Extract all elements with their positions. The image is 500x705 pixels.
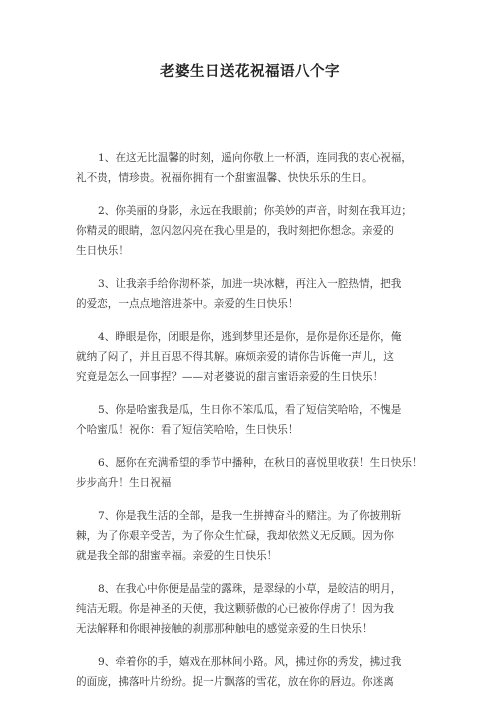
paragraph-line: 的面庞，拂落叶片纷纷。捉一片飘落的雪花，放在你的唇边。你迷离 xyxy=(76,676,394,688)
paragraph-line: 生日快乐！ xyxy=(76,245,129,257)
paragraph-line: 3、让我亲手给你沏杯茶，加进一块冰糖，再注入一腔热情，把我 xyxy=(98,278,402,290)
paragraph-line: 9、牵着你的手，嬉戏在那林间小路。风，拂过你的秀发，拂过我 xyxy=(98,656,402,668)
paragraph-line: 礼不贵，情珍贵。祝福你拥有一个甜蜜温馨、快快乐乐的生日。 xyxy=(76,172,373,184)
paragraph-line: 棘，为了你艰辛受苦，为了你众生忙碌，我却依然义无反顾。因为你 xyxy=(76,530,394,542)
paragraph-line: 就是我全部的甜蜜幸福。亲爱的生日快乐！ xyxy=(76,550,278,562)
paragraph-3 xyxy=(76,274,436,314)
paragraph-9 xyxy=(76,652,436,692)
paragraph-line: 6、愿你在充满希望的季节中播种，在秋日的喜悦里收获！生日快乐！ xyxy=(98,457,423,469)
paragraph-5 xyxy=(76,400,436,440)
paragraph-4 xyxy=(76,327,436,387)
paragraph-line: 2、你美丽的身影，永远在我眼前；你美妙的声音，时刻在我耳边； xyxy=(98,205,412,217)
paragraph-1 xyxy=(76,148,436,188)
paragraph-line: 的爱恋，一点点地溶进茶中。亲爱的生日快乐！ xyxy=(76,298,299,310)
paragraph-7 xyxy=(76,506,436,566)
paragraph-line: 5、你是哈蜜我是瓜，生日你不笨瓜瓜，看了短信笑哈哈，不愧是 xyxy=(98,404,402,416)
paragraph-line: 无法解释和你眼神接触的刹那那种触电的感觉亲爱的生日快乐！ xyxy=(76,623,373,635)
document-body xyxy=(76,148,436,705)
paragraph-line: 就纳了闷了，并且百思不得其解。麻烦亲爱的请你告诉俺一声儿，这 xyxy=(76,351,394,363)
paragraph-line: 1、在这无比温馨的时刻，遥向你敬上一杯酒，连同我的衷心祝福， xyxy=(98,152,412,164)
paragraph-line: 7、你是我生活的全部，是我一生拼搏奋斗的赌注。为了你披荆斩 xyxy=(98,510,402,522)
paragraph-line: 8、在我心中你便是晶莹的露珠，是翠绿的小草，是皎洁的明月， xyxy=(98,583,402,595)
paragraph-line: 纯洁无瑕。你是神圣的天使，我这颗骄傲的心已被你俘虏了！因为我 xyxy=(76,603,394,615)
paragraph-line: 个哈蜜瓜！祝你：看了短信笑哈哈，生日快乐！ xyxy=(76,424,299,436)
paragraph-6 xyxy=(76,453,436,493)
paragraph-line: 你精灵的眼睛，忽闪忽闪亮在我心里是的，我时刻把你想念。亲爱的 xyxy=(76,225,394,237)
paragraph-2 xyxy=(76,201,436,261)
document-title: 老婆生日送花祝福语八个字 xyxy=(160,63,340,80)
paragraph-line: 究竟是怎么一回事捏？——对老婆说的甜言蜜语亲爱的生日快乐！ xyxy=(76,371,384,383)
paragraph-line: 步步高升！生日祝福 xyxy=(76,477,172,489)
paragraph-line: 4、睁眼是你，闭眼是你，逃到梦里还是你，是你是你还是你，俺 xyxy=(98,331,402,343)
paragraph-8 xyxy=(76,579,436,639)
